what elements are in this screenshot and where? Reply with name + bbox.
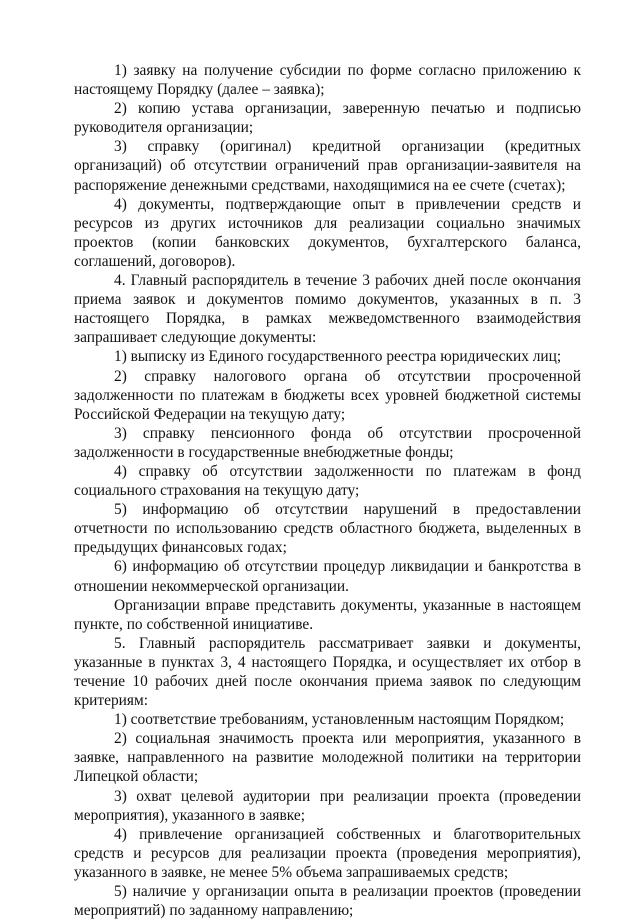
paragraph-section-5: 5. Главный распорядитель рассматривает заявки и документы, указанные в пунктах 3, 4 настоящего Порядка, и осуществляет их отбор в течение 10 рабочих дней после окончания приема заявок по следующим критериям:	[74, 634, 581, 710]
paragraph-item-4-3: 3) справку пенсионного фонда об отсутствии просроченной задолженности в государственные внебюджетные фонды;	[74, 424, 581, 461]
paragraph-initiative-note: Организации вправе представить документы, указанные в настоящем пункте, по собственной инициативе.	[74, 596, 581, 633]
paragraph-criterion-4: 4) привлечение организацией собственных и благотворительных средств и ресурсов для реализации проекта (проведения мероприятия), указанного в заявке, не менее 5% объема запрашиваемых средств;	[74, 825, 581, 881]
paragraph-criterion-2: 2) социальная значимость проекта или мероприятия, указанного в заявке, направленного на развитие молодежной политики на территории Липецкой области;	[74, 730, 581, 786]
paragraph-item-4-1: 1) выписку из Единого государственного реестра юридических лиц;	[114, 348, 562, 366]
paragraph-item-4-6: 6) информацию об отсутствии процедур ликвидации и банкротства в отношении некоммерческой организации.	[74, 558, 581, 595]
paragraph-section-4: 4. Главный распорядитель в течение 3 рабочих дней после окончания приема заявок и документов помимо документов, указанных в п. 3 настоящего Порядка, в рамках межведомственного взаимодействия запрашивает следующие документы:	[74, 272, 581, 347]
paragraph-criterion-3: 3) охват целевой аудитории при реализации проекта (проведении мероприятия), указанного в заявке;	[74, 787, 581, 824]
paragraph-item-3: 3) справку (оригинал) кредитной организации (кредитных организаций) об отсутствии ограничений прав организации-заявителя на распоряжение денежными средствами, находящимися на ее счете (счетах);	[74, 138, 581, 194]
paragraph-item-1: 1) заявку на получение субсидии по форме согласно приложению к настоящему Порядку (далее – заявка);	[74, 62, 581, 99]
paragraph-item-4-5: 5) информацию об отсутствии нарушений в предоставлении отчетности по использованию средств областного бюджета, выделенных в предыдущих финансовых годах;	[74, 501, 581, 557]
paragraph-item-4-2: 2) справку налогового органа об отсутствии просроченной задолженности по платежам в бюджеты всех уровней бюджетной системы Российской Федерации на текущую дату;	[74, 367, 581, 423]
paragraph-criterion-1: 1) соответствие требованиям, установленным настоящим Порядком;	[114, 711, 565, 729]
paragraph-item-2: 2) копию устава организации, заверенную печатью и подписью руководителя организации;	[74, 100, 581, 137]
document-page	[74, 61, 581, 920]
paragraph-criterion-5: 5) наличие у организации опыта в реализации проектов (проведении мероприятий) по заданному направлению;	[74, 883, 581, 920]
paragraph-item-4: 4) документы, подтверждающие опыт в привлечении средств и ресурсов из других источников для реализации социально значимых проектов (копии банковских документов, бухгалтерского баланса, соглашений, договоров).	[74, 195, 581, 270]
paragraph-item-4-4: 4) справку об отсутствии задолженности по платежам в фонд социального страхования на текущую дату;	[74, 462, 581, 500]
